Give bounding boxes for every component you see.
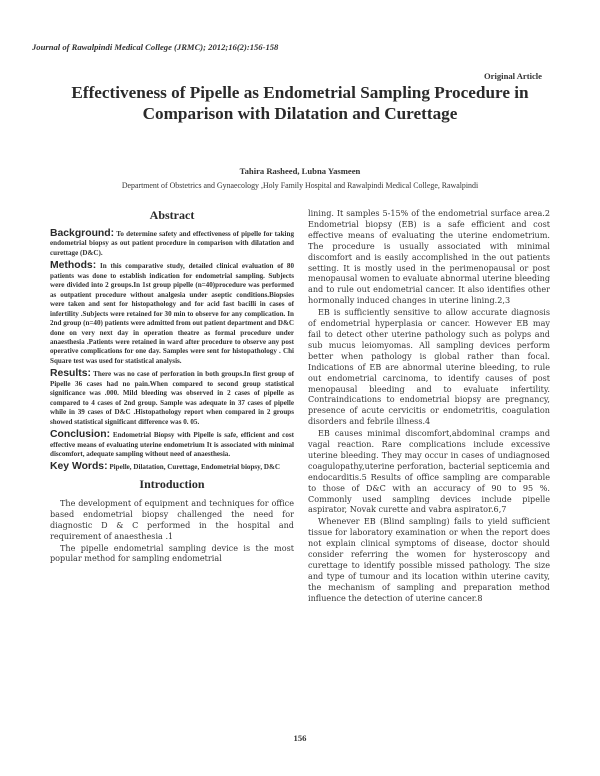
article-title: Effectiveness of Pipelle as Endometrial Sampling Procedure in Comparison with Dilatation and Curettage [71,83,529,123]
body-paragraph-4: Whenever EB (Blind sampling) fails to yield sufficient tissue for laboratory examination or when the report does not explain clinical symptoms of disease, doctor should consider referring the women for hysteroscopy and curettage to identify possible missed pathology. The size and type of tumour and its location within uterine cavity, the mechanism of sampling and preparation method influence the detection of uterine cancer.8 [308,516,550,603]
abstract-conclusion [50,430,294,459]
background-label: Background: [50,228,115,239]
abstract-background [50,229,294,258]
left-column [50,205,294,564]
keywords-text: Pipelle, Dilatation, Curettage, Endometrial biopsy, D&C [107,463,281,472]
abstract-heading: Abstract [149,208,195,222]
conclusion-text: Endometrial Biopsy with Pipelle is safe, efficient and cost effective means of evaluating uterine endometrium It is associated with minimal discomfort, adequate sampling without need of anaesthesia. [50,431,294,458]
affiliation: Department of Obstetrics and Gynaecology ,Holy Family Hospital and Rawalpindi Medical College, Rawalpindi [121,181,479,190]
methods-text: In this comparative study, detailed clinical evaluation of 80 patients was done to establish indication for endometrial sampling. Subjects were divided into 2 groups.In 1st group pipelle (n=40)procedure was performed as outpatient procedure without analgesia under aseptic conditions.Biopsies were taken and sent for histopathology and for acid fast bacilli in cases of infertility .Subjects were retained for 30 min to observe for any complication. In 2nd group (n=40) patients were admitted from out patient department and D&C done on very next day in operation theatre as formal procedure under anaesthesia .Patients were retained in ward after procedure to observe any post operative complications for one day. Samples were sent for histopathology . Chi Square test was used for statistical analysis. [50,262,294,365]
body-paragraph-2: EB is sufficiently sensitive to allow accurate diagnosis of endometrial hyperplasia or cancer. However EB may fail to detect other uterine pathology such as polyps and sub mucus leiomyomas. All sampling devices perform better when pathology is global rather than focal. Indications of EB are abnormal uterine bleeding, to rule out endometrial carcinoma, to identify causes of post menopausal bleeding and to evaluate infertility. Contraindications to endometrial biopsy are pregnancy, presence of acute cervicitis or endometritis, coagulation disorders and febrile illness.4 [308,307,550,427]
introduction-heading: Introduction [139,476,205,491]
journal-citation: Journal of Rawalpindi Medical College (JRMC); 2012;16(2):156-158 [32,42,279,52]
background-text: To determine safety and effectiveness of pipelle for taking endometrial biopsy as out patient procedure in comparison with dilatation and curettage (D&C). [50,230,294,257]
intro-paragraph-2: The pipelle endometrial sampling device is the most popular method for sampling endometrial [50,542,294,564]
abstract-results [50,369,294,427]
body-paragraph-3: EB causes minimal discomfort,abdominal cramps and vagal reaction. Rare complications include excessive uterine bleeding. They may occur in cases of undiagnosed coagulopathy,uterine perforation, bacterial septicemia and endocarditis.5 Results of office sampling are comparable to those of D&C with an accuracy of 90 to 95 %. Commonly used sampling devices include pipelle aspirator, Novak curette and vabra aspirator.6,7 [308,428,550,515]
body-paragraph-1: lining. It samples 5-15% of the endometrial surface area.2 Endometrial biopsy (EB) is a safe efficient and cost effective means of evaluating the uterine endometrium. The procedure is usually associated with minimal discomfort and is easily accomplished in the out patients setting. It is mostly used in the perimenopausal or post menopausal women to evaluate abnormal uterine bleeding and to rule out endometrial cancer. It also identifies other hormonally induced changes in uterine lining.2,3 [308,208,550,306]
abstract-keywords [50,462,294,472]
right-column [308,208,550,604]
conclusion-label: Conclusion: [50,429,111,441]
methods-label: Methods: [50,260,97,272]
results-label: Results: [50,368,91,380]
abstract-methods [50,261,294,366]
article-type: Original Article [484,71,542,81]
results-text: There was no case of perforation in both groups.In first group of Pipelle 36 cases had no pain.When compared to second group statistical significance was .000. Mild bleeding was observed in 2 cases of pipelle as compared to 4 cases of 2nd group. Sample was adequate in 37 cases of pipelle while in 39 cases of D&C .Histopathology report when compared in 2 groups showed statistical significant difference was 0. 05. [50,370,294,426]
page-number: 156 [293,733,307,743]
keywords-label: Key Words: [50,461,108,473]
intro-paragraph-1: The development of equipment and techniques for office based endometrial biopsy challenged the need for diagnostic D & C performed in the hospital and requirement of anaesthesia .1 [50,497,294,541]
authors: Tahira Rasheed, Lubna Yasmeen [239,166,361,176]
